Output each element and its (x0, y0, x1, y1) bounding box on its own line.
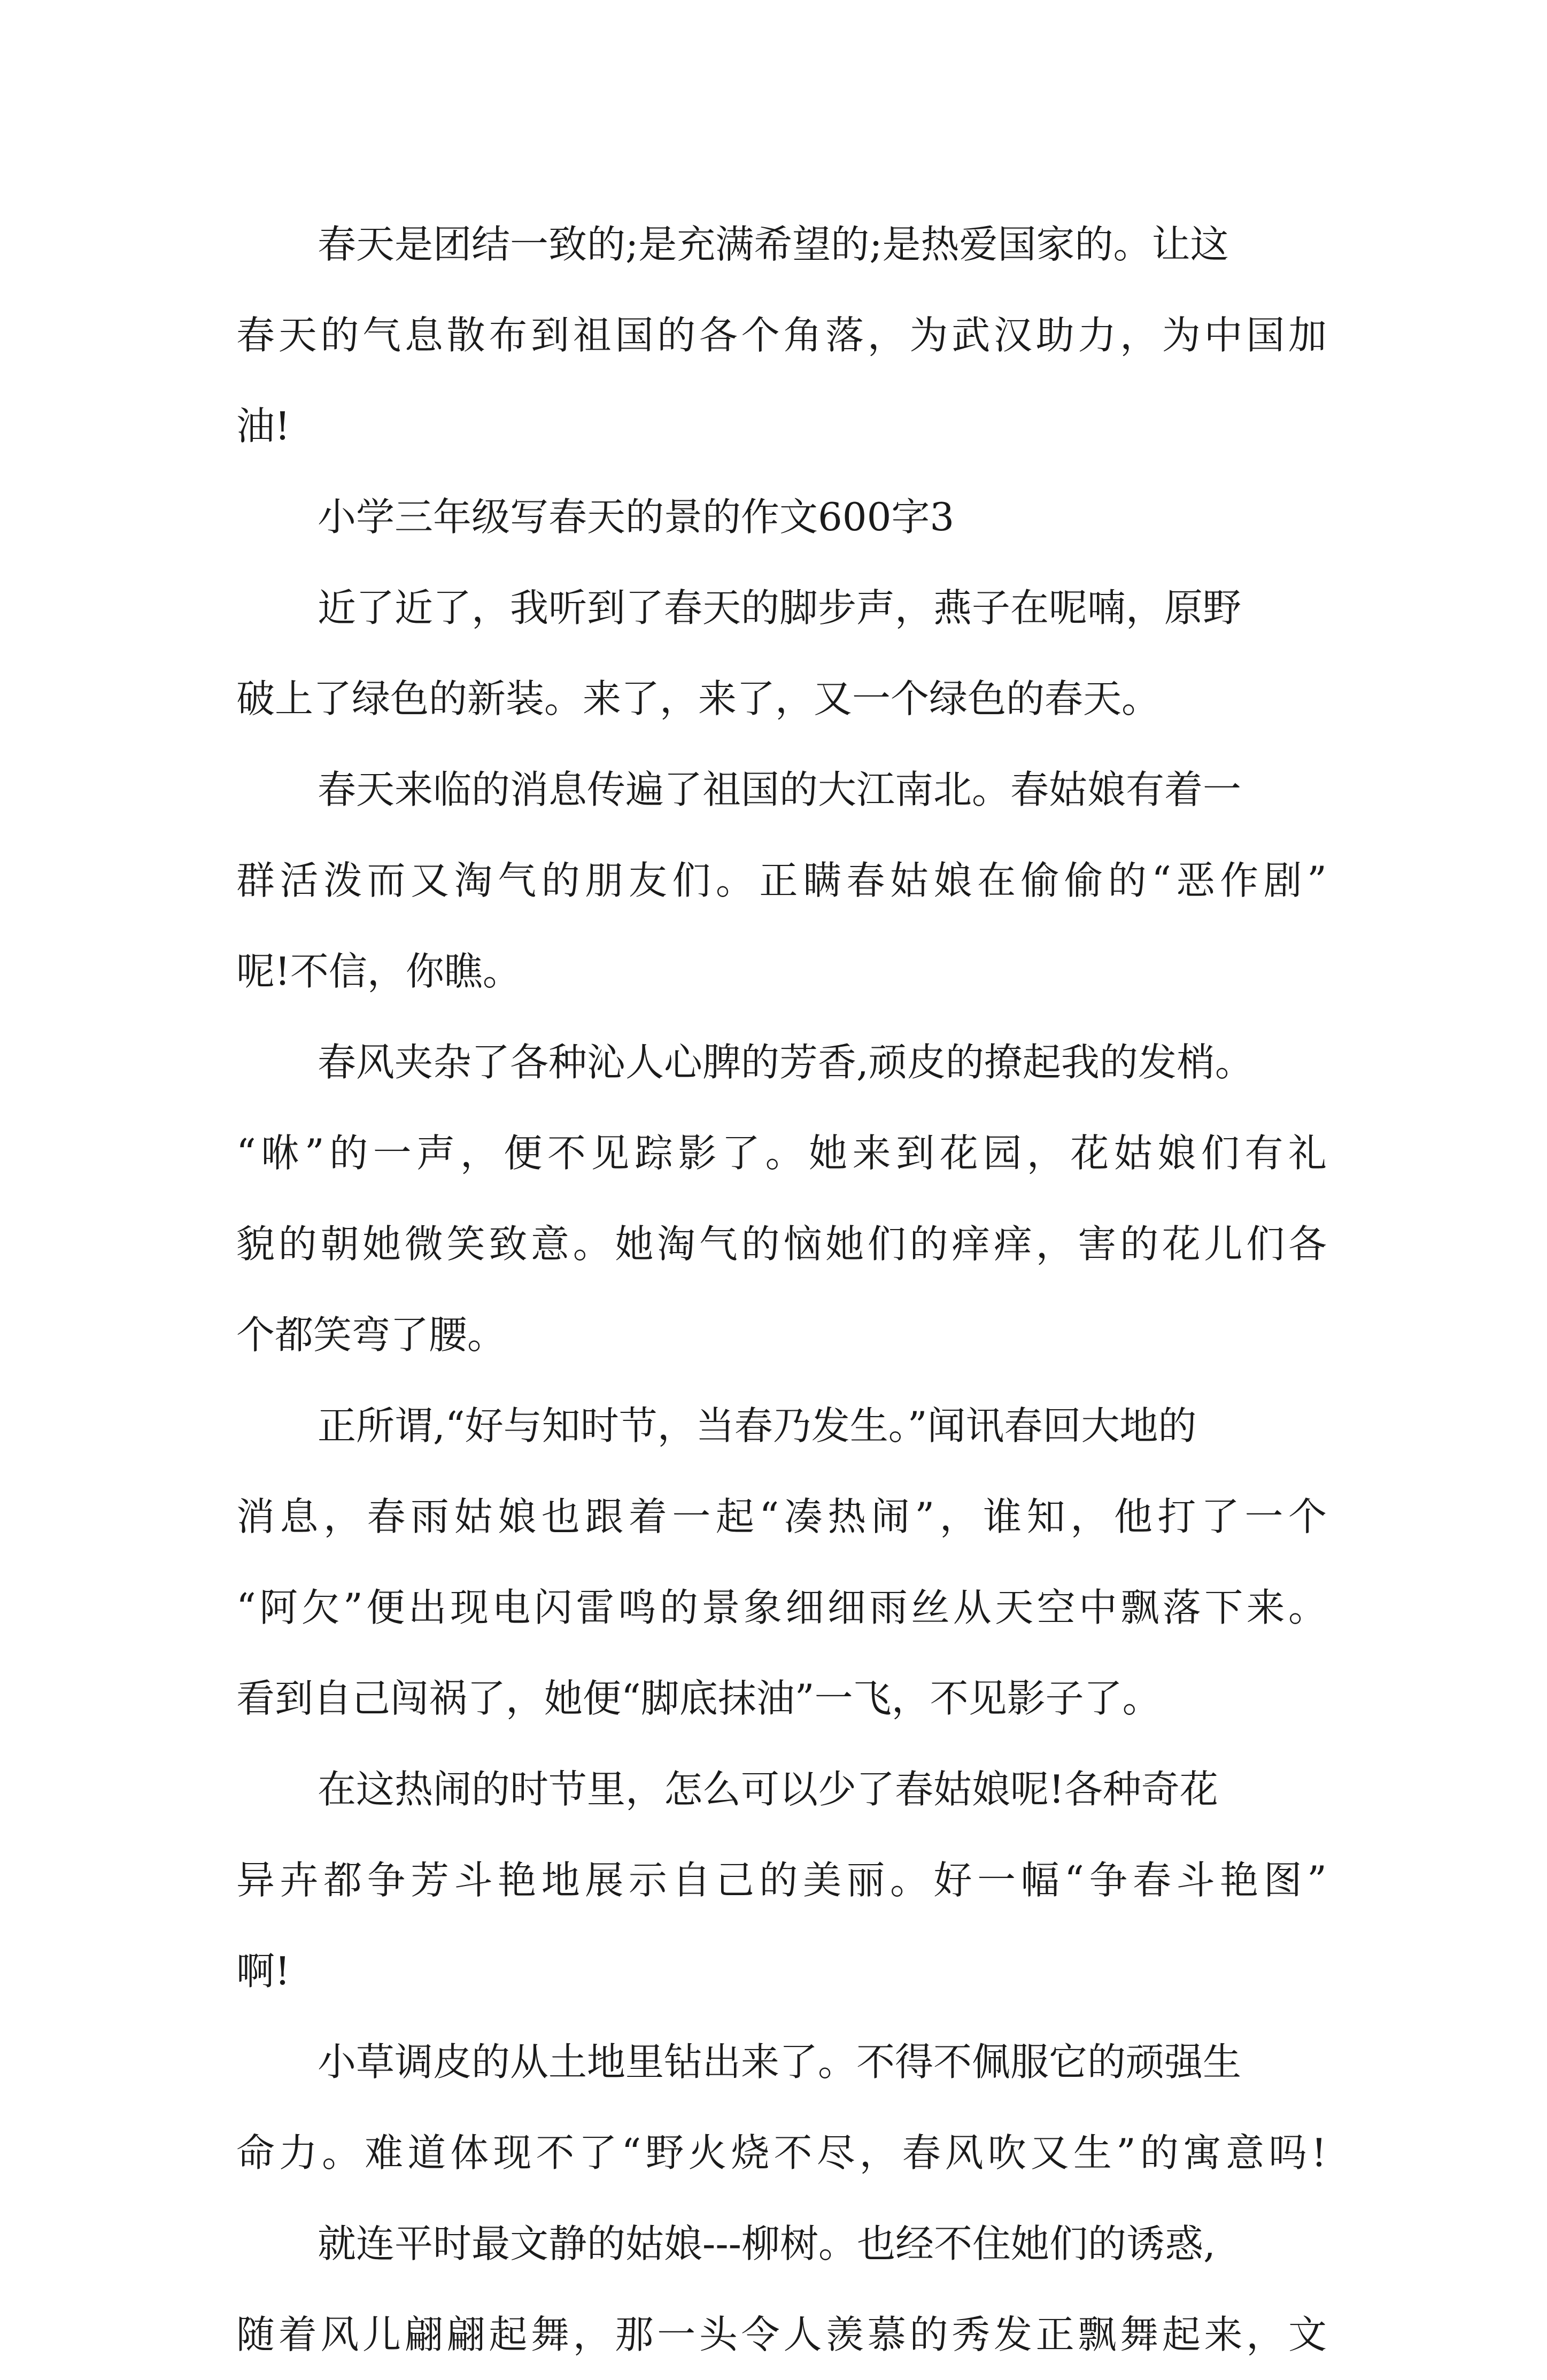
text-line: 春天的气息散布到祖国的各个角落，为武汉助力，为中国加 (236, 313, 1327, 358)
text-line: 在这热闹的时节里，怎么可以少了春姑娘呢!各种奇花 (318, 1767, 1218, 1812)
text-line: 春天是团结一致的;是充满希望的;是热爱国家的。让这 (318, 222, 1229, 267)
text-line: 春风夹杂了各种沁人心脾的芳香,顽皮的撩起我的发梢。 (318, 1040, 1254, 1085)
text-line: 看到自己闯祸了，她便“脚底抹油”一飞，不见影子了。 (236, 1676, 1161, 1721)
text-line: 群活泼而又淘气的朋友们。正瞒春姑娘在偷偷的“恶作剧” (236, 858, 1327, 903)
text-line: 油! (236, 404, 290, 449)
text-line: 破上了绿色的新装。来了，来了，又一个绿色的春天。 (236, 676, 1161, 721)
section-heading: 小学三年级写春天的景的作文600字3 (318, 494, 955, 539)
text-line: 近了近了，我听到了春天的脚步声，燕子在呢喃，原野 (318, 585, 1242, 630)
text-line: 异卉都争芳斗艳地展示自己的美丽。好一幅“争春斗艳图” (236, 1858, 1327, 1903)
text-line: 小草调皮的从土地里钻出来了。不得不佩服它的顽强生 (318, 2039, 1242, 2084)
text-line: 命力。难道体现不了“野火烧不尽，春风吹又生”的寓意吗! (236, 2130, 1327, 2175)
text-line: 正所谓,“好与知时节，当春乃发生。”闻讯春回大地的 (318, 1403, 1197, 1448)
document-body (236, 199, 1327, 2380)
text-line: 啊! (236, 1949, 290, 1993)
text-line: 春天来临的消息传遍了祖国的大江南北。春姑娘有着一 (318, 767, 1242, 812)
text-line: 随着风儿翩翩起舞，那一头令人羡慕的秀发正飘舞起来，文 (236, 2312, 1327, 2357)
text-line: 消息，春雨姑娘也跟着一起“凑热闹”，谁知，他打了一个 (236, 1494, 1327, 1539)
text-line: “咻”的一声，便不见踪影了。她来到花园，花姑娘们有礼 (236, 1131, 1327, 1176)
text-line: 呢!不信，你瞧。 (236, 949, 521, 994)
text-line: 个都笑弯了腰。 (236, 1312, 506, 1357)
text-line: “阿欠”便出现电闪雷鸣的景象细细雨丝从天空中飘落下来。 (236, 1585, 1327, 1630)
text-line: 貌的朝她微笑致意。她淘气的恼她们的痒痒，害的花儿们各 (236, 1222, 1327, 1266)
text-line: 就连平时最文静的姑娘---柳树。也经不住她们的诱惑, (318, 2221, 1216, 2266)
